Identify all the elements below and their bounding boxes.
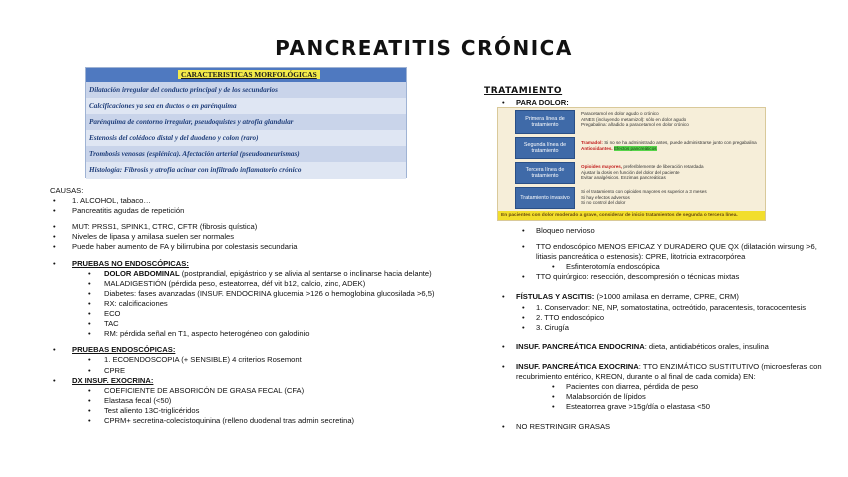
tto-qx-item: • TTO quirúrgico: resección, descompresión o técnicas mixtas [484,272,824,282]
ladder-label-3: Tercera línea de tratamiento [515,162,575,184]
no-endo-item: • ECO [50,309,455,319]
ladder-row-2 [501,137,762,160]
endo-title: PRUEBAS ENDOSCÓPICAS: [72,345,176,355]
morphology-row: Estenosis del colédoco distal y del duodeno y colon (raro) [86,130,406,146]
para-dolor-label: PARA DOLOR: [516,98,569,107]
exocrina-subitem: • Malabsorción de lípidos [484,392,824,402]
ladder-text-3: Opioides mayores, preferiblemente de liberación retardada Ajustar la dosis en función del dolor del paciente Evitar analgésicos. Enzimas pancreáticas [581,164,704,181]
exocrina-subitem: • Esteatorrea grave >15g/día o elastasa <50 [484,402,824,412]
no-grasas-item: • NO RESTRINGIR GRASAS [484,422,824,432]
left-column [50,186,455,426]
ladder-label-1: Primera línea de tratamiento [515,110,575,134]
dx-item: • COEFICIENTE DE ABSORICÓN DE GRASA FECAL (CFA) [50,386,455,396]
endo-item: • 1. ECOENDOSCOPIA (+ SENSIBLE) 4 criterios Rosemont [50,355,455,365]
no-endo-section [50,259,455,340]
morphology-row: Calcificaciones ya sea en ductos o en parénquima [86,98,406,114]
ladder-text-2: Tramadol: Si no se ha administrado antes, puede administrarse junto con pregabalina Antioxidantes. Efectos pancreáticos [581,140,757,151]
dx-item: • Elastasa fecal (<50) [50,396,455,406]
ladder-row-4 [501,187,762,210]
no-endo-title: PRUEBAS NO ENDOSCÓPICAS: [72,258,189,268]
mut-item: • Puede haber aumento de FA y bilirrubina por colestasis secundaria [50,242,455,252]
ladder-text-4: Si el tratamiento con opioides mayores es superior a 3 meses Si hay efectos adversos Si no control del dolor [581,189,707,206]
no-endo-item: • TAC [50,319,455,329]
endo-section [50,345,455,426]
ladder-label-2: Segunda línea de tratamiento [515,137,575,159]
dx-item: • CPRM+ secretina-colecistoquinina (relleno duodenal tras admin secretina) [50,416,455,426]
fistulas-subitem: • 2. TTO endoscópico [484,313,824,323]
page-title: PANCREATITIS CRÓNICA [275,36,573,60]
right-column [484,226,824,433]
no-endo-item: • RX: calcificaciones [50,299,455,309]
dx-title: DX INSUF. EXOCRINA: [72,375,154,385]
mut-item: • MUT: PRSS1, SPINK1, CTRC, CFTR (fibrosis quística) [50,222,455,232]
causa-item: • Pancreatitis agudas de repetición [50,206,455,216]
morphology-row: Histología: Fibrosis y atrofia acinar con infiltrado inflamatorio crónico [86,162,406,178]
mut-item: • Niveles de lipasa y amilasa suelen ser normales [50,232,455,242]
causa-item: • 1. ALCOHOL, tabaco… [50,196,455,206]
fistulas-item: • FÍSTULAS Y ASCITIS: (>1000 amilasa en derrame, CPRE, CRM) [484,292,824,302]
morphology-header [86,68,406,82]
exocrina-item: • INSUF. PANCREÁTICA EXOCRINA: TTO ENZIMÁTICO SUSTITUTIVO (microesferas con recubrimiento entérico, KREON, durante o al final de cada comida) EN: [484,362,824,382]
causas-title: CAUSAS: [50,186,84,195]
mut-section [50,222,455,252]
endo-item: • CPRE [50,366,455,376]
ladder-row-1 [501,110,762,135]
endocrina-item: • INSUF. PANCREÁTICA ENDOCRINA: dieta, antidiabéticos orales, insulina [484,342,824,352]
morphology-table [85,67,407,178]
ladder-row-3 [501,162,762,185]
tratamiento-title: TRATAMIENTO [484,86,563,96]
dx-item: • Test aliento 13C-triglicéridos [50,406,455,416]
ladder-label-4: Tratamiento invasivo [515,187,575,209]
no-endo-item: • Diabetes: fases avanzadas (INSUF. ENDOCRINA glucemia >126 o hemoglobina glucosilada >6,5) [50,289,455,299]
bloqueo-item: • Bloqueo nervioso [484,226,824,236]
esfinter-item: • Esfinterotomía endoscópica [484,262,824,272]
no-endo-item: • RM: pérdida señal en T1, aspecto heterogéneo con galodinio [50,329,455,339]
morphology-row: Dilatación irregular del conducto principal y de los secundarios [86,82,406,98]
morphology-row: Trombosis venosas (esplénica). Afectación arterial (pseudoaneurismas) [86,146,406,162]
morphology-row: Parénquima de contorno irregular, pseudoquistes y atrofia glandular [86,114,406,130]
no-endo-item: • MALADIGESTIÓN (pérdida peso, esteatorrea, déf vit b12, calcio, zinc, ADEK) [50,279,455,289]
morphology-header-label: CARACTERISTICAS MORFOLÓGICAS [178,70,320,79]
ladder-text-1: Paracetamol en dolor agudo o crónico AINES (incluyendo metamizol): sólo en dolor agudo Pregabalina: añadido a paracetamol en dolor crónico [581,111,689,128]
fistulas-subitem: • 1. Conservador: NE, NP, somatostatina, octreótido, paracentesis, toracocentesis [484,303,824,313]
tto-endo-item: • TTO endoscópico MENOS EFICAZ Y DURADERO QUE QX (dilatación wirsung >6, litiasis pancreática o estenosis): CPRE, litotricia extracorpórea [484,242,824,262]
ladder-footer: En pacientes con dolor moderado a grave, considerar de inicio tratamientos de segunda o tercera línea. [498,211,765,220]
fistulas-subitem: • 3. Cirugía [484,323,824,333]
no-endo-item: • DOLOR ABDOMINAL (postprandial, epigástrico y se alivia al sentarse o inclinarse hacia delante) [50,269,455,279]
causas-section [50,186,455,216]
exocrina-subitem: • Pacientes con diarrea, pérdida de peso [484,382,824,392]
analgesic-ladder [497,107,766,221]
